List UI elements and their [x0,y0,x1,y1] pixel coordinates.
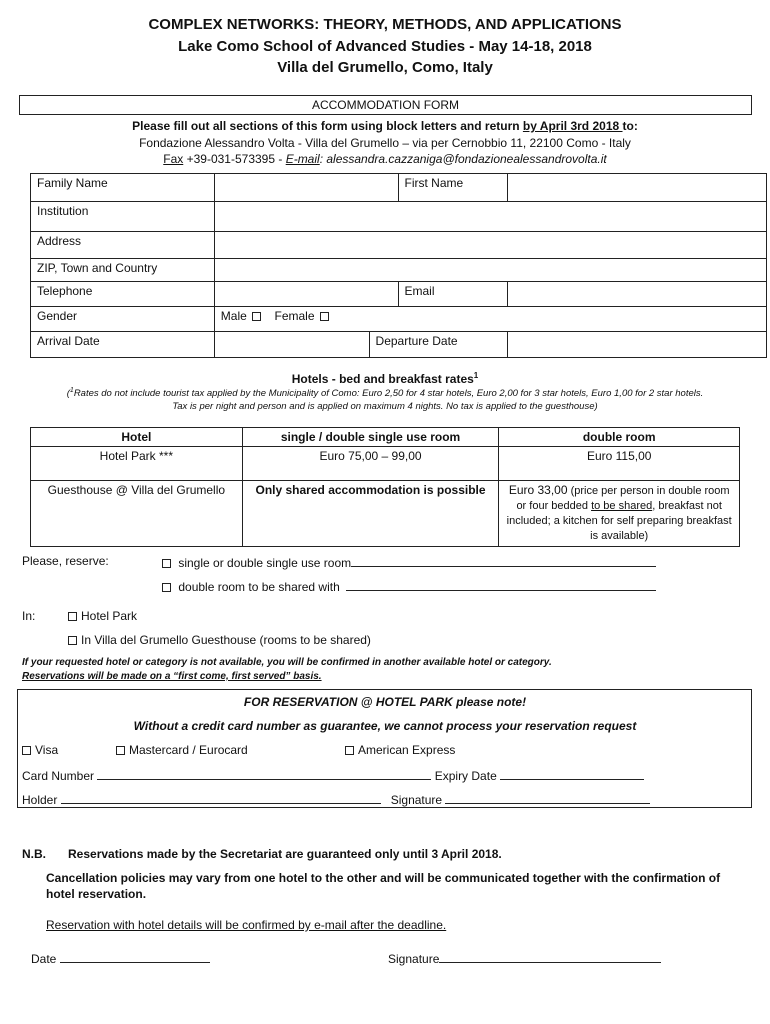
female-label: Female [274,309,315,323]
guesthouse-note-shared: to be shared [591,500,653,512]
guest-info-table [30,173,767,358]
hotel-park-label: Hotel Park [81,609,138,623]
email-field[interactable] [508,282,767,307]
card-number-line[interactable] [97,767,431,780]
first-name-label: First Name [398,174,508,202]
guesthouse-price: Euro 33,00 [508,483,568,497]
single-room-line[interactable] [351,554,656,567]
arrival-field[interactable] [214,332,369,358]
reserve-option-double [160,578,656,594]
instructions-prefix: Please fill out all sections of this form using block letters and return [132,119,523,133]
male-checkbox[interactable] [252,312,261,321]
guesthouse-checkbox[interactable] [68,636,77,645]
availability-warning: If your requested hotel or category is not available, you will be confirmed in another available hotel or category. [22,657,552,668]
deadline: by April 3rd 2018 [522,119,623,133]
instructions-contact [0,152,770,166]
nb-text: Reservations made by the Secretariat are guaranteed only until 3 April 2018. [68,847,502,861]
departure-label: Departure Date [369,332,508,358]
family-name-field[interactable] [214,174,398,202]
arrival-label: Arrival Date [31,332,215,358]
double-room-line[interactable] [346,578,656,591]
hotels-title-text: Hotels - bed and breakfast rates [291,372,474,386]
mastercard-checkbox[interactable] [116,746,125,755]
date-label: Date [31,952,57,966]
visa-checkbox[interactable] [22,746,31,755]
confirmation-text: Reservation with hotel details will be confirmed by e-mail after the deadline. [46,918,447,932]
family-name-label: Family Name [31,174,215,202]
form-title: ACCOMMODATION FORM [311,98,460,112]
col-hotel: Hotel [31,428,243,447]
hotel-park-name: Hotel Park *** [31,447,243,481]
first-come-note: Reservations will be made on a “first come, first served” basis. [22,671,322,682]
row-address [31,232,767,259]
instructions-line1 [0,119,770,133]
row-gender [31,307,767,332]
guesthouse-single: Only shared accommodation is possible [242,481,499,547]
institution-label: Institution [31,202,215,232]
footer-signature-label: Signature [388,952,440,966]
hotels-note-line1: ($^1$Rates do not include tourist tax applied by the Municipality of Como: Euro 2,50 for 4 star hotels, Euro 2,00 for 3 star hotels, Euro 1,00 for 2 star hotels. [66,387,704,400]
email-label: E-mail [285,152,320,166]
row-zip [31,259,767,282]
hotel-park-single: Euro 75,00 – 99,00 [242,447,499,481]
in-option-park [66,609,137,623]
row-institution [31,202,767,232]
male-label: Male [220,309,247,323]
holder-line[interactable] [61,791,381,804]
gender-options [214,307,766,332]
reserve-option-single [160,554,656,570]
hotel-park-checkbox[interactable] [68,612,77,621]
payment-signature-label: Signature [390,793,443,807]
fax-label: Fax [163,152,184,166]
in-option-guesthouse [66,633,371,647]
double-room-checkbox[interactable] [162,583,171,592]
table-row [31,447,740,481]
hotels-note-footnote: 1 [69,387,74,394]
payment-subtitle: Without a credit card number as guarantee, we cannot process your reservation request [133,719,637,733]
institution-field[interactable] [214,202,766,232]
card-number-row [22,767,644,783]
table-row [31,481,740,547]
zip-label: ZIP, Town and Country [31,259,215,282]
date-row [31,950,210,966]
in-label: In: [22,609,36,623]
date-line[interactable] [60,950,210,963]
payment-signature-line[interactable] [445,791,650,804]
guesthouse-note-a: (price per person in double room or four bedded [516,485,730,512]
hotel-park-double: Euro 115,00 [499,447,740,481]
row-names [31,174,767,202]
guesthouse-double [499,481,740,547]
payment-title: FOR RESERVATION @ HOTEL PARK please note! [243,695,527,709]
fax-value: +39-031-573395 - [183,152,286,166]
single-room-checkbox[interactable] [162,559,171,568]
double-room-label: double room to be shared with [178,580,340,594]
single-room-label: single or double single use room [178,556,352,570]
guesthouse-note-b: , breakfast not included; a kitchen for self preparing breakfast is available) [506,500,732,542]
hotels-title [0,371,770,386]
card-number-label: Card Number [22,769,95,783]
address-field[interactable] [214,232,766,259]
expiry-label: Expiry Date [434,769,497,783]
zip-field[interactable] [214,259,766,282]
nb-label: N.B. [22,847,46,861]
hotels-table [30,427,740,547]
holder-label: Holder [22,793,58,807]
hotels-note-line2: Tax is per night and person and is applied on maximum 4 nights. No tax is applied to the guesthouse) [172,401,598,412]
document-title: COMPLEX NETWORKS: THEORY, METHODS, AND APPLICATIONS [148,16,622,33]
instructions-suffix: to: [622,119,638,133]
visa-label: Visa [35,743,59,757]
email-value: : alessandra.cazzaniga@fondazionealessandrovolta.it [319,152,607,166]
amex-label: American Express [358,743,456,757]
amex-checkbox[interactable] [345,746,354,755]
hotels-note-text1: Rates do not include tourist tax applied by the Municipality of Como: Euro 2,50 for 4 star hotels, Euro 2,00 for 3 star hotels, Euro 1,00 for 2 star hotels. [73,388,704,400]
hotels-title-footnote: 1 [473,371,479,380]
footer-signature-line[interactable] [439,950,661,963]
document-venue: Villa del Grumello, Como, Italy [277,59,493,76]
guesthouse-label: In Villa del Grumello Guesthouse (rooms to be shared) [81,633,371,647]
email-label: Email [398,282,508,307]
row-telephone [31,282,767,307]
footer-signature-row [388,950,661,966]
telephone-field[interactable] [214,282,398,307]
col-single: single / double single use room [242,428,499,447]
form-title-box [19,95,752,115]
guesthouse-name: Guesthouse @ Villa del Grumello [31,481,243,547]
visa-option [22,743,58,757]
holder-row [22,791,650,807]
female-checkbox[interactable] [320,312,329,321]
document-subtitle: Lake Como School of Advanced Studies - May 14-18, 2018 [178,38,592,55]
address-label: Address [31,232,215,259]
departure-field[interactable] [508,332,767,358]
mastercard-option [114,743,248,757]
row-dates [31,332,767,358]
gender-label: Gender [31,307,215,332]
first-name-field[interactable] [508,174,767,202]
telephone-label: Telephone [31,282,215,307]
cancellation-text: Cancellation policies may vary from one hotel to the other and will be communicated together with the confirmation of hotel reservation. [46,871,721,901]
col-double: double room [499,428,740,447]
mastercard-label: Mastercard / Eurocard [129,743,248,757]
amex-option [343,743,455,757]
expiry-line[interactable] [500,767,644,780]
hotels-header-row [31,428,740,447]
instructions-address: Fondazione Alessandro Volta - Villa del Grumello – via per Cernobbio 11, 22100 Como - Italy [139,136,631,150]
reserve-label: Please, reserve: [22,554,109,568]
